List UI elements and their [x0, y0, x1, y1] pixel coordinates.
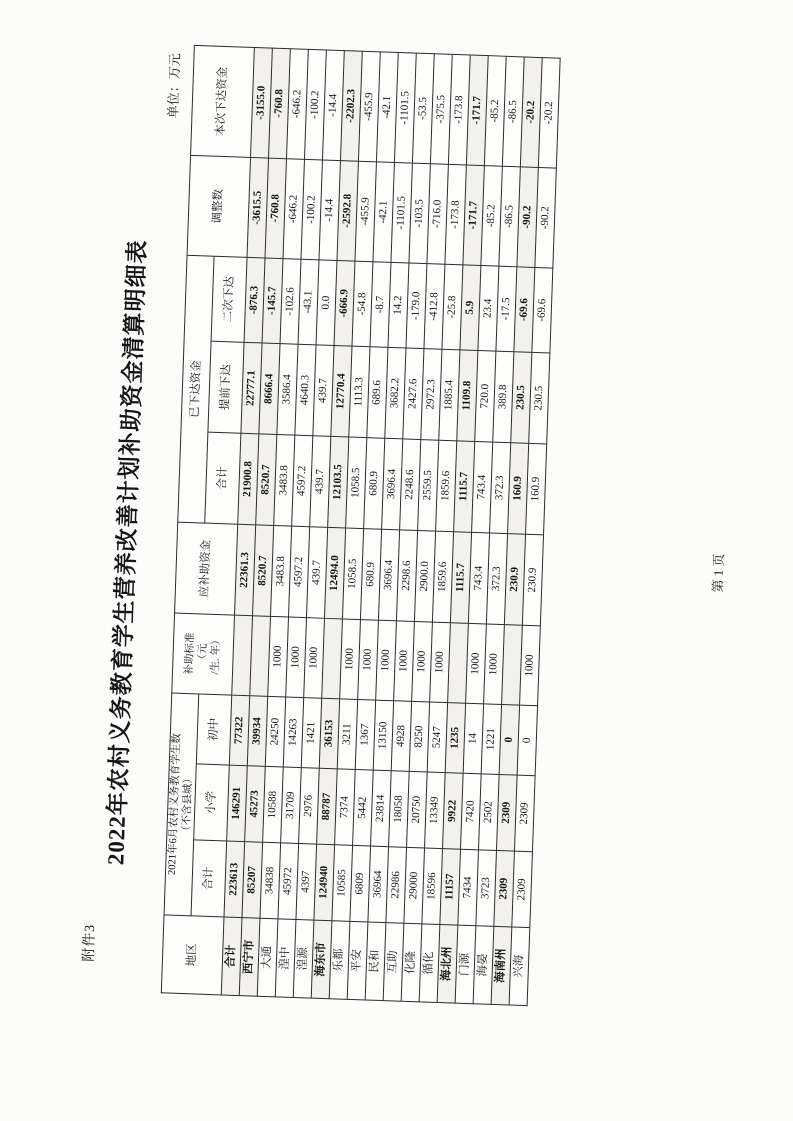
value-cell: 230.9: [505, 534, 526, 626]
value-cell: 5247: [427, 702, 447, 773]
header-standard-line3: /生. 年）: [210, 634, 223, 675]
value-cell: 230.9: [523, 534, 544, 626]
header-current-issue: 本次下达资金: [191, 45, 255, 157]
value-cell: 1000: [340, 619, 361, 700]
value-cell: 20750: [407, 771, 428, 848]
value-cell: -173.8: [445, 164, 466, 265]
value-cell: 3696.4: [379, 529, 400, 621]
value-cell: -20.2: [521, 57, 543, 168]
region-cell: 西宁市: [240, 918, 261, 997]
value-cell: -716.0: [427, 164, 448, 265]
header-adjustment: 调整数: [187, 155, 251, 257]
value-cell: -69.6: [532, 267, 553, 353]
value-cell: 1000: [430, 622, 451, 703]
value-cell: 4597.2: [292, 435, 313, 527]
value-cell: 22986: [386, 847, 407, 924]
value-cell: 12770.4: [331, 345, 352, 437]
value-cell: 23814: [371, 770, 392, 847]
value-cell: 4640.3: [295, 344, 316, 436]
value-cell: 7374: [335, 769, 356, 846]
value-cell: 1367: [355, 700, 375, 771]
value-cell: -69.6: [514, 267, 535, 353]
value-cell: 1859.6: [436, 440, 457, 532]
value-cell: -85.2: [485, 56, 507, 167]
value-cell: -14.4: [323, 50, 345, 161]
value-cell: 10588: [263, 766, 284, 843]
value-cell: 680.9: [364, 438, 385, 530]
header-standard-line1: 补助标准: [183, 632, 197, 675]
value-cell: -100.2: [305, 49, 327, 160]
value-cell: 14.2: [388, 262, 409, 348]
value-cell: 689.6: [367, 347, 388, 439]
value-cell: 389.8: [493, 351, 514, 443]
region-cell: 大通: [257, 918, 278, 997]
region-cell: 海东市: [311, 920, 332, 999]
header-students-group-line1: 2021年6月农村义务教育学生数: [166, 733, 183, 876]
value-cell: 14263: [284, 697, 304, 768]
value-cell: 0: [499, 705, 519, 776]
value-cell: 29000: [404, 847, 425, 924]
value-cell: -85.2: [481, 166, 502, 267]
value-cell: 4597.2: [289, 526, 310, 618]
value-cell: 31709: [281, 767, 302, 844]
value-cell: -646.2: [287, 49, 309, 160]
value-cell: 3723: [476, 850, 497, 927]
value-cell: -20.2: [539, 58, 561, 169]
value-cell: -103.5: [409, 163, 430, 264]
value-cell: 6809: [350, 845, 371, 922]
value-cell: -760.8: [265, 158, 286, 259]
value-cell: 36153: [319, 698, 339, 769]
value-cell: 223613: [224, 841, 245, 918]
value-cell: 1221: [481, 704, 501, 775]
value-cell: 7420: [461, 773, 482, 850]
value-cell: 230.5: [511, 352, 532, 444]
region-cell: 化隆: [401, 923, 422, 1002]
value-cell: -25.8: [442, 264, 463, 350]
value-cell: -666.9: [334, 261, 355, 347]
value-cell: 720.0: [475, 350, 496, 442]
value-cell: -1101.5: [391, 162, 412, 263]
unit-label: 单位：万元: [165, 52, 183, 119]
value-cell: 7434: [458, 849, 479, 926]
value-cell: 39934: [248, 696, 268, 767]
value-cell: 21900.8: [238, 433, 259, 525]
settlement-table: [161, 45, 561, 1006]
value-cell: -455.9: [359, 51, 381, 162]
value-cell: 5442: [353, 769, 374, 846]
header-issued-total: 合计: [205, 432, 241, 524]
value-cell: -43.1: [298, 259, 319, 345]
region-cell: 平安: [347, 921, 368, 1000]
value-cell: 1000: [466, 623, 487, 704]
value-cell: 13150: [373, 700, 393, 771]
value-cell: 8666.4: [259, 343, 280, 435]
value-cell: -42.1: [377, 52, 399, 163]
value-cell: 88787: [317, 768, 338, 845]
value-cell: -2592.8: [337, 161, 358, 262]
value-cell: 13349: [425, 772, 446, 849]
region-cell: 湟中: [275, 919, 296, 998]
value-cell: 3586.4: [277, 344, 298, 436]
value-cell: 2309: [494, 850, 515, 927]
value-cell: -17.5: [496, 266, 517, 352]
value-cell: -90.2: [517, 167, 538, 268]
value-cell: 3696.4: [382, 438, 403, 530]
value-cell: 1000: [304, 618, 325, 699]
value-cell: 230.5: [529, 352, 550, 444]
value-cell: 2309: [497, 774, 518, 851]
value-cell: -14.4: [319, 160, 340, 261]
region-cell: 民和: [365, 922, 386, 1001]
value-cell: 1000: [376, 620, 397, 701]
region-cell: 乐都: [329, 921, 350, 1000]
value-cell: -86.5: [499, 166, 520, 267]
value-cell: -53.5: [413, 53, 435, 164]
value-cell: 124940: [314, 844, 335, 921]
value-cell: 22777.1: [241, 342, 262, 434]
region-cell: 合计: [222, 917, 243, 996]
value-cell: 439.7: [307, 527, 328, 619]
value-cell: -179.0: [406, 263, 427, 349]
value-cell: -100.2: [301, 159, 322, 260]
value-cell: 18058: [389, 771, 410, 848]
value-cell: -455.9: [355, 161, 376, 262]
value-cell: 372.3: [487, 533, 508, 625]
value-cell: 1109.8: [457, 350, 478, 442]
header-students-total: 合计: [191, 840, 227, 917]
value-cell: 45273: [245, 766, 266, 843]
value-cell: -86.5: [503, 56, 525, 167]
value-cell: 45972: [278, 843, 299, 920]
value-cell: -412.8: [424, 264, 445, 350]
value-cell: 10585: [332, 845, 353, 922]
value-cell: -3615.5: [247, 157, 268, 258]
value-cell: 1885.4: [439, 349, 460, 441]
value-cell: -171.7: [463, 165, 484, 266]
header-issued-second: 二次下达: [211, 256, 247, 342]
value-cell: 2976: [299, 768, 320, 845]
value-cell: 146291: [227, 765, 248, 842]
page-number: 第 1 页: [710, 553, 727, 593]
value-cell: -375.5: [431, 54, 453, 165]
value-cell: 11157: [440, 849, 461, 926]
value-cell: 24250: [266, 696, 286, 767]
header-issued-advance: 提前下达: [208, 341, 244, 433]
value-cell: 4928: [391, 701, 411, 772]
value-cell: 439.7: [313, 345, 334, 437]
header-students-junior: 初中: [197, 694, 232, 765]
value-cell: 160.9: [508, 443, 529, 535]
value-cell: -1101.5: [395, 53, 417, 164]
page-title: 2022年农村义务教育学生营养改善计划补助资金清算明细表: [103, 239, 151, 866]
value-cell: 1058.5: [346, 437, 367, 529]
header-due-fund: 应补助资金: [175, 522, 238, 615]
value-cell: 22361.3: [235, 524, 256, 616]
value-cell: 2309: [512, 851, 533, 928]
value-cell: -54.8: [352, 261, 373, 347]
value-cell: 2427.6: [403, 348, 424, 440]
region-cell: 互助: [383, 923, 404, 1002]
value-cell: -3155.0: [251, 48, 273, 159]
region-cell: 湟源: [293, 919, 314, 998]
header-region: 地区: [161, 915, 224, 995]
value-cell: 1000: [484, 624, 505, 705]
value-cell: 3483.8: [274, 435, 295, 527]
region-cell: 海晏: [473, 926, 494, 1005]
header-standard-line2: （元: [197, 643, 210, 665]
value-cell: 77322: [230, 695, 250, 766]
value-cell: -90.2: [535, 167, 556, 268]
value-cell: 439.7: [310, 436, 331, 528]
value-cell: 1000: [286, 617, 307, 698]
value-cell: 2972.3: [421, 349, 442, 441]
value-cell: 1000: [358, 620, 379, 701]
header-students-group-line2: （不含县城）: [181, 772, 195, 837]
value-cell: -646.2: [283, 159, 304, 260]
value-cell: 1058.5: [343, 528, 364, 620]
value-cell: 34838: [260, 842, 281, 919]
value-cell: 8520.7: [256, 434, 277, 526]
value-cell: -145.7: [262, 258, 283, 344]
value-cell: 1000: [520, 625, 541, 706]
value-cell: 8520.7: [253, 525, 274, 617]
value-cell: 2309: [515, 775, 536, 852]
value-cell: 2248.6: [400, 439, 421, 531]
value-cell: -760.8: [269, 48, 291, 159]
region-cell: 海南州: [491, 926, 512, 1005]
value-cell: 160.9: [526, 443, 547, 535]
value-cell: -102.6: [280, 259, 301, 345]
region-cell: 海北州: [437, 925, 458, 1004]
region-cell: 兴海: [509, 927, 530, 1006]
value-cell: 1113.3: [349, 346, 370, 438]
value-cell: -876.3: [244, 257, 265, 343]
value-cell: 8250: [409, 701, 429, 772]
value-cell: 2502: [479, 774, 500, 851]
value-cell: 12494.0: [325, 527, 346, 619]
value-cell: 1115.7: [451, 532, 472, 624]
attachment-label: 附件3: [81, 923, 99, 963]
value-cell: 85207: [242, 842, 263, 919]
value-cell: 2298.6: [397, 530, 418, 622]
value-cell: 5.9: [460, 265, 481, 351]
header-students-primary: 小学: [194, 764, 230, 841]
value-cell: 743.4: [472, 441, 493, 533]
value-cell: 1000: [412, 621, 433, 702]
value-cell: 1000: [394, 621, 415, 702]
value-cell: -171.7: [467, 55, 489, 166]
value-cell: 3483.8: [271, 525, 292, 617]
value-cell: 36964: [368, 846, 389, 923]
value-cell: 2559.5: [418, 440, 439, 532]
header-standard: [172, 613, 235, 695]
value-cell: 743.4: [469, 532, 490, 624]
value-cell: 1859.6: [433, 531, 454, 623]
value-cell: 680.9: [361, 529, 382, 621]
value-cell: 2900.0: [415, 531, 436, 623]
value-cell: -8.7: [370, 262, 391, 348]
value-cell: 1000: [268, 616, 289, 697]
value-cell: 1115.7: [454, 441, 475, 533]
value-cell: 12103.5: [328, 436, 349, 528]
value-cell: -42.1: [373, 162, 394, 263]
value-cell: 1421: [302, 698, 322, 769]
header-issued-group: 已下达资金: [178, 255, 215, 523]
value-cell: 9922: [443, 773, 464, 850]
value-cell: 1235: [445, 703, 465, 774]
value-cell: 23.4: [478, 266, 499, 352]
region-cell: 门源: [455, 925, 476, 1004]
value-cell: 372.3: [490, 442, 511, 534]
value-cell: 14: [463, 703, 483, 774]
value-cell: 3211: [337, 699, 357, 770]
value-cell: 0: [517, 705, 537, 776]
value-cell: 0.0: [316, 260, 337, 346]
value-cell: -2202.3: [341, 51, 363, 162]
value-cell: 3682.2: [385, 347, 406, 439]
region-cell: 循化: [419, 924, 440, 1003]
value-cell: 4397: [296, 844, 317, 921]
value-cell: 18596: [422, 848, 443, 925]
value-cell: -173.8: [449, 54, 471, 165]
